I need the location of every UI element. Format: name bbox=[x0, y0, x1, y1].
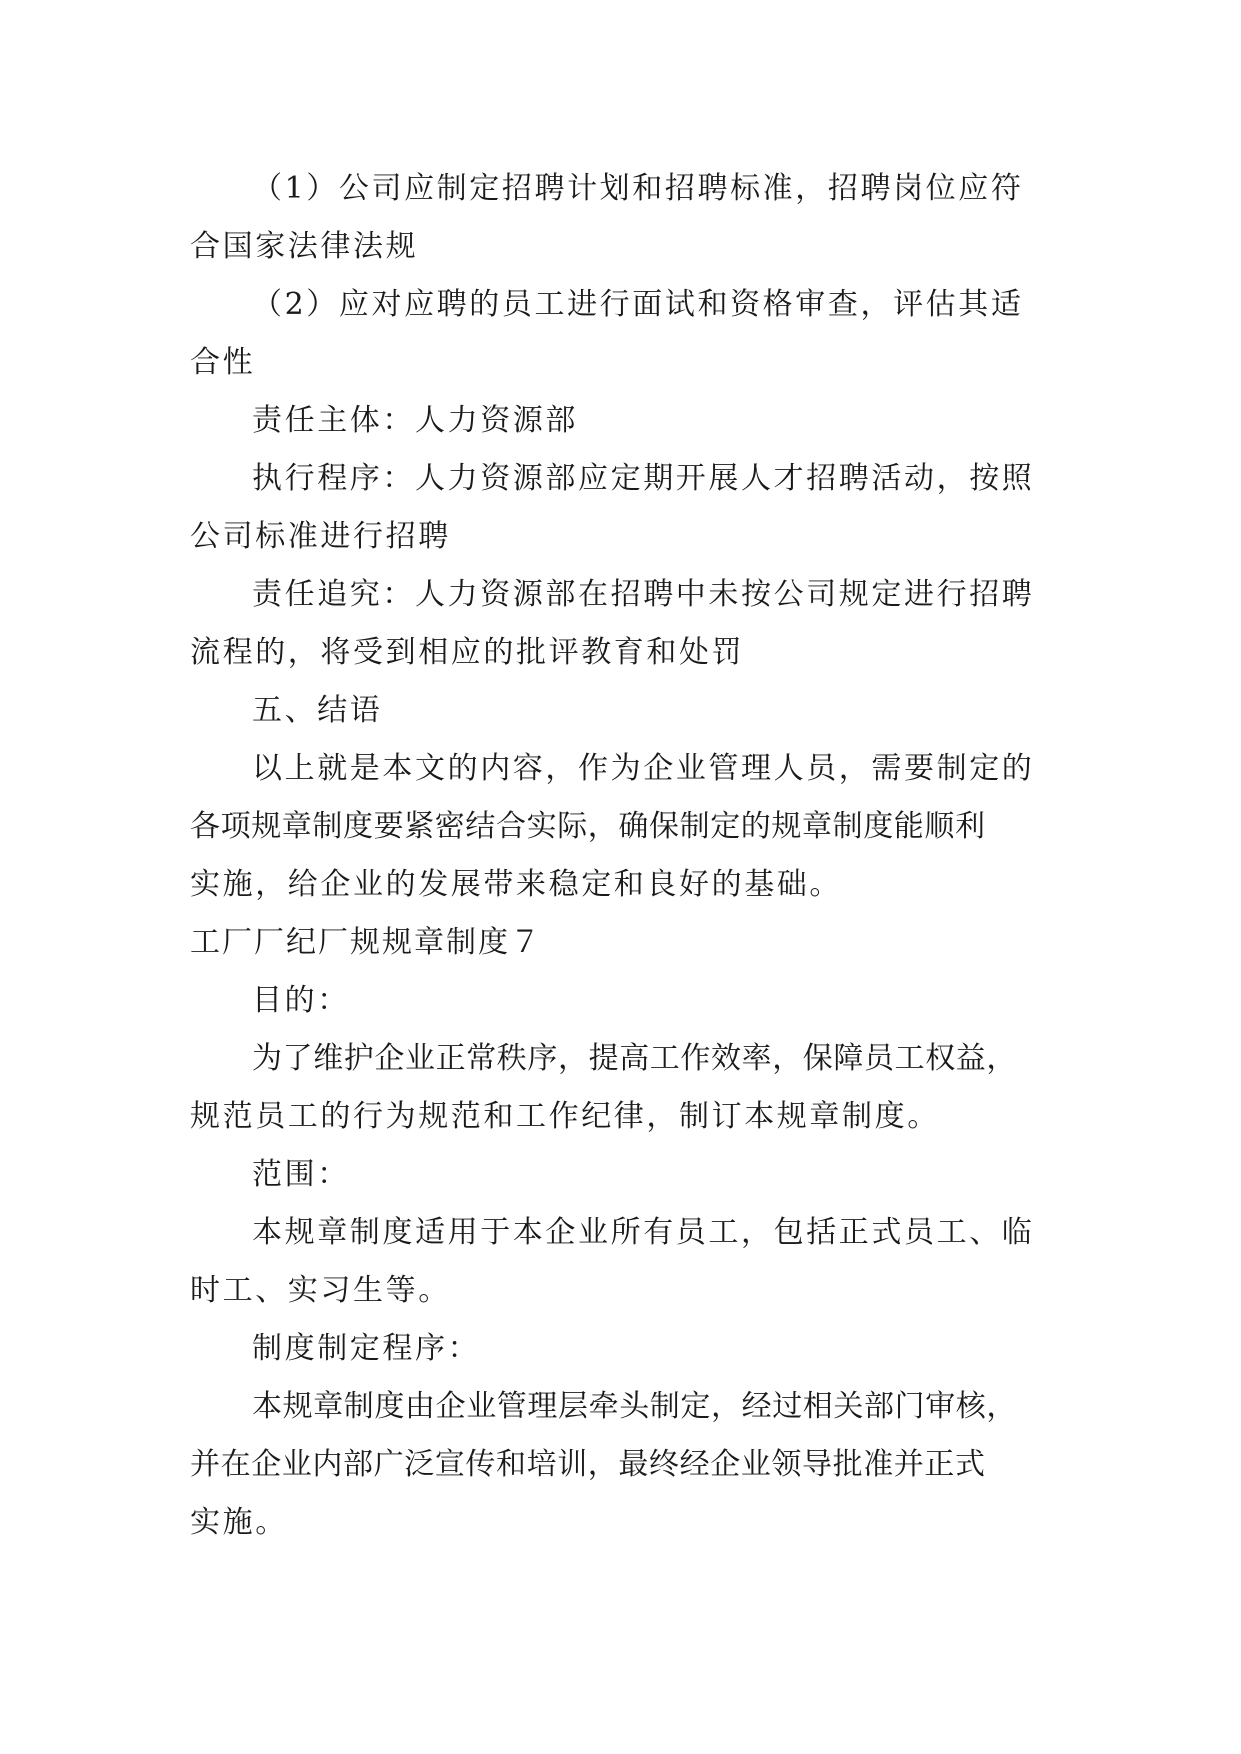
procedure-line-3: 实施。 bbox=[190, 1505, 288, 1540]
document-body bbox=[190, 160, 1052, 1552]
conclusion-line-2: 各项规章制度要紧密结合实际，确保制定的规章制度能顺利 bbox=[190, 809, 986, 844]
conclusion-line-1: 以上就是本文的内容，作为企业管理人员，需要制定的 bbox=[252, 751, 1035, 786]
accountability-line-2: 流程的，将受到相应的批评教育和处罚 bbox=[190, 635, 745, 670]
execution-procedure-line-2: 公司标准进行招聘 bbox=[190, 519, 451, 554]
procedure-label: 制度制定程序： bbox=[252, 1331, 481, 1366]
responsible-party: 责任主体：人力资源部 bbox=[252, 403, 578, 438]
accountability-line-1: 责任追究：人力资源部在招聘中未按公司规定进行招聘 bbox=[252, 577, 1035, 612]
procedure-line-1: 本规章制度由企业管理层牵头制定，经过相关部门审核， bbox=[252, 1389, 1017, 1424]
scope-line-2: 时工、实习生等。 bbox=[190, 1273, 451, 1308]
recruitment-item-2-line-1: （2）应对应聘的员工进行面试和资格审查，评估其适 bbox=[252, 287, 1024, 322]
recruitment-item-1-line-2: 合国家法律法规 bbox=[190, 229, 419, 264]
purpose-line-1: 为了维护企业正常秩序，提高工作效率，保障员工权益， bbox=[252, 1041, 1017, 1076]
conclusion-line-3: 实施，给企业的发展带来稳定和良好的基础。 bbox=[190, 867, 842, 902]
execution-procedure-line-1: 执行程序：人力资源部应定期开展人才招聘活动，按照 bbox=[252, 461, 1035, 496]
procedure-line-2: 并在企业内部广泛宣传和培训，最终经企业领导批准并正式 bbox=[190, 1447, 986, 1482]
section-heading-conclusion: 五、结语 bbox=[252, 693, 383, 728]
recruitment-item-2-line-2: 合性 bbox=[190, 345, 256, 380]
document-title-7: 工厂厂纪厂规规章制度７ bbox=[190, 925, 542, 960]
scope-label: 范围： bbox=[252, 1157, 350, 1192]
recruitment-item-1-line-1: （1）公司应制定招聘计划和招聘标准，招聘岗位应符 bbox=[252, 171, 1024, 206]
purpose-label: 目的： bbox=[252, 983, 350, 1018]
scope-line-1: 本规章制度适用于本企业所有员工，包括正式员工、临 bbox=[252, 1215, 1035, 1250]
purpose-line-2: 规范员工的行为规范和工作纪律，制订本规章制度。 bbox=[190, 1099, 940, 1134]
